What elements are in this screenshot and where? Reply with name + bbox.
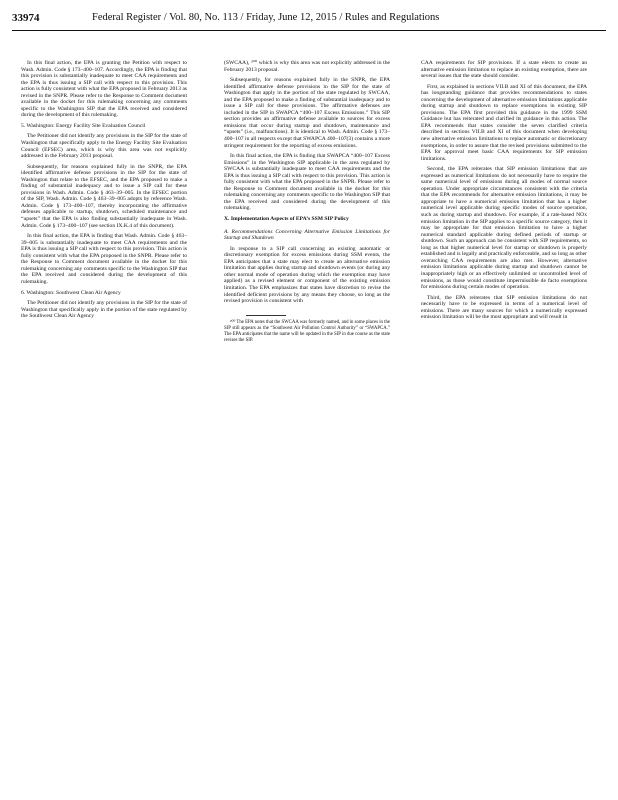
paragraph: Second, the EPA reiterates that SIP emission limitations that are expressed as numerical limitations do not necessarily have to require the same numerical level of emissions during all modes of normal source operation. Under appropriate circumstances consistent with the criteria that the EPA recommends for alternative emission limitations, it may be appropriate to have a numerical emission limitation that has a higher numerical level applicable during specific modes of source operation, such as during startup and shutdown. For example, if a rate-based NOx emission limitation in the SIP applies to a specific source category, then it may be appropriate for that emission limitation to have a higher numerical standard applicable during defined periods of startup or shutdown. Such an approach can be consistent with SIP requirements, so long as that higher numerical level for startup or shutdown is properly established and is legally and practically enforceable, and so long as other overarching CAA requirements are also met. However, alternative emission limitations applicable during startup and shutdown cannot be inappropriately high or an effectively unlimited or uncontrolled level of emissions, as those would constitute impermissible de facto exemptions for emissions during certain modes of operation. — [421, 166, 587, 291]
section-heading: 5. Washington: Energy Facility Site Evaluation Council — [21, 122, 146, 129]
page-number: 33974 — [12, 12, 40, 24]
header-rule — [12, 30, 606, 31]
paragraph: In this final action, the EPA is finding that SWAPCA “400–107 Excess Emissions” in the Washington SIP applicable in the area regulated by SWCAA is substantially inadequate to meet CAA requirements and the EPA is thus issuing a SIP call with respect to this provision. This action is fully consistent with what the EPA proposed in the SNPR. Please refer to the Response to Comment document available in the docket for this rulemaking concerning any comments specific to the Washington SIP that the EPA received and considered during the development of this rulemaking. — [224, 153, 390, 212]
paragraph: First, as explained in sections VII.B and XI of this document, the EPA has longstanding guidance that provides recommendations to states concerning the development of alternative emission limitations applicable during startup and shutdown to replace exemptions in existing SIP provisions. The EPA first provided this guidance in the 1999 SSM Guidance but has reiterated and clarified its guidance in this action. The EPA recommends that states consider the seven clarified criteria described in sections VII.B and XI of this document when developing new alternative emission limitations to replace automatic or discretionary exemptions, in order to assure that the revised provisions submitted to the EPA for approval meet basic CAA requirements for SIP emission limitations. — [421, 83, 587, 162]
footnote-rule — [246, 315, 286, 316]
paragraph: CAA requirements for SIP provisions. If a state elects to create an alternative emission limitation to replace an existing exemption, there are several issues that the state should consider. — [421, 60, 587, 80]
section-heading: 6. Washington: Southwest Clean Air Agency — [21, 289, 121, 296]
paragraph: The Petitioner did not identify any provisions in the SIP for the state of Washington that specifically apply in the portion of the state regulated by the Southwest Clean Air Agency — [21, 300, 187, 320]
paragraph: Third, the EPA reiterates that SIP emission limitations do not necessarily have to be expressed in terms of a numerical level of emissions. There are many sources for which a numerically expressed emission limitation will be the most appropriate and will result in — [421, 294, 587, 321]
subsection-heading: A. Recommendations Concerning Alternative Emission Limitations for Startup and Shutdown — [224, 228, 390, 242]
footnote: ²⁰⁰ The EPA notes that the SWCAA was formerly named, and in some places in the SIP still appears as the “Southwest Air Pollution Control Authority” or “SWAPCA.” The EPA anticipates that the name will be updated in the SIP in due course as the state revises the SIP. — [224, 319, 390, 343]
running-header — [12, 12, 606, 30]
section-heading: X. Implementation Aspects of EPA’s SSM SIP Policy — [224, 216, 349, 223]
paragraph: In response to a SIP call concerning an existing automatic or discretionary exemption for excess emissions during SSM events, the EPA anticipates that a state may elect to create an alternative emission limitation that applies during startup and shutdown events (or during any other normal mode of operation during which the exemption may have applied) as a revised element or component of the existing emission limitation. The EPA emphasizes that states have discretion to revise the identified deficient provisions by any means they choose, so long as the revised provision is consistent with — [224, 245, 390, 305]
paragraph: Subsequently, for reasons explained fully in the SNPR, the EPA identified affirmative defense provisions in the SIP for the state of Washington that relate to the EFSEC, and the EPA proposed to make a finding of substantial inadequacy and to issue a SIP call for these provisions in Wash. Admin. Code § 463–39–005. In the EFSEC portion of the SIP, Wash. Admin. Code § 463–39–005 adopts by reference Wash. Admin. Code § 173–400–107, thereby incorporating the affirmative defenses applicable to startup, shutdown, scheduled maintenance and “upsets” that the EPA is also finding substantially inadequate in Wash. Admin. Code § 173–400–107 (see section IX.K.4 of this document). — [21, 163, 187, 229]
paragraph: (SWCAA), ²⁰⁰ which is why this area was not explicitly addressed in the February 2013 proposal. — [224, 60, 390, 73]
paragraph: In this final action, the EPA is granting the Petition with respect to Wash. Admin. Code § 173–400–107. Accordingly, the EPA is finding that this provision is substantially inadequate to meet CAA requirements and the EPA is thus issuing a SIP call with respect to this provision. This action is fully consistent with what the EPA proposed in February 2013 as revised in the SNPR. Please refer to the Response to Comment document available in the docket for this rulemaking concerning any comments specific to the Washington SIP that the EPA received and considered during the development of this rulemaking. — [21, 60, 187, 119]
column-1 — [21, 60, 187, 324]
paragraph: In this final action, the EPA is finding that Wash. Admin. Code § 463–39–005 is substantially inadequate to meet CAA requirements and the EPA is thus issuing a SIP call with respect to this provision. This action is fully consistent with what the EPA proposed in the SNPR. Please refer to the Response to Comment document available in the docket for this rulemaking concerning any comments specific to the Washington SIP that the EPA received and considered during the development of this rulemaking. — [21, 233, 187, 285]
paragraph: Subsequently, for reasons explained fully in the SNPR, the EPA identified affirmative defense provisions in the SIP for the state of Washington that apply in the portion of the state regulated by SWCAA, and the EPA proposed to make a finding of substantial inadequacy and to issue a SIP call for these provisions. The affirmative defenses are included in the SIP in SWAPCA “400–107 Excess Emissions.” This SIP section provides an affirmative defense available to sources for excess emissions that occur during startup and shutdown, maintenance and “upsets” (i.e., malfunctions). It is identical to Wash. Admin. Code § 173–400–107 in all respects except that SWAPCA 400–107(3) contains a more stringent requirement for the reporting of excess emissions. — [224, 77, 390, 149]
running-head-title: Federal Register / Vol. 80, No. 113 / Friday, June 12, 2015 / Rules and Regulations — [92, 12, 440, 23]
column-2 — [224, 60, 390, 348]
paragraph: The Petitioner did not identify any provisions in the SIP for the state of Washington that specifically apply to the Energy Facility Site Evaluation Council (EFSEC) area, which is why this area was not explicitly addressed in the February 2013 proposal. — [21, 133, 187, 160]
column-3 — [421, 60, 587, 325]
